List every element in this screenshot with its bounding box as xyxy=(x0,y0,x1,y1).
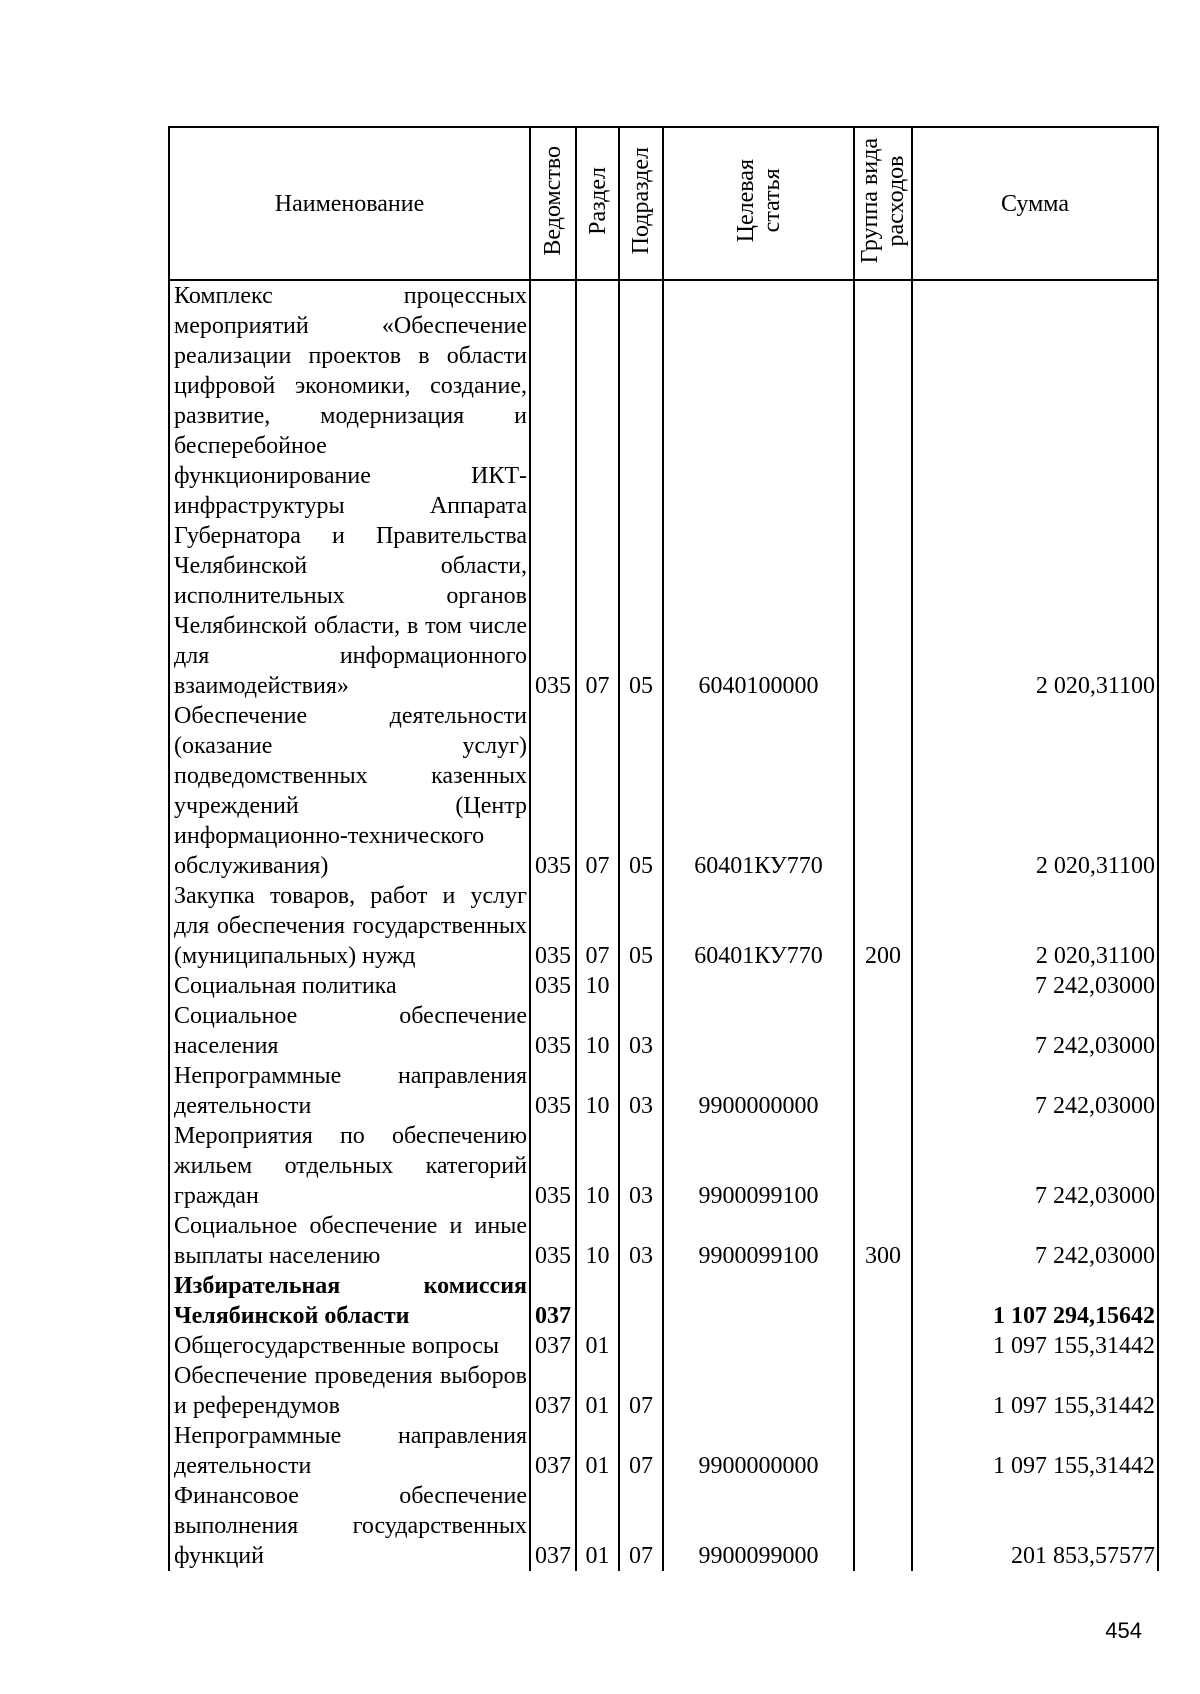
cell-summa: 2 020,31100 xyxy=(912,881,1158,971)
table-row xyxy=(169,1331,1158,1361)
cell-podrazdel: 03 xyxy=(619,1001,663,1061)
table-row xyxy=(169,1421,1158,1481)
table-header xyxy=(169,127,1158,280)
page-number: 454 xyxy=(1105,1618,1142,1643)
header-celevaya xyxy=(663,127,854,280)
cell-podrazdel: 05 xyxy=(619,280,663,701)
cell-gruppa: 300 xyxy=(854,1211,912,1271)
cell-celevaya: 9900099000 xyxy=(663,1481,854,1571)
cell-razdel xyxy=(576,1271,619,1331)
cell-name: Социальное обеспечение населения xyxy=(169,1001,530,1061)
table-row xyxy=(169,1061,1158,1121)
cell-name: Комплекс процессных мероприятий «Обеспечение реализации проектов в области цифровой экономики, создание, развитие, модернизация и бесперебойное функционирование ИКТ-инфраструктуры Аппарата Губернатора и Правительства Челябинской области, исполнительных органов Челябинской области, в том числе для информационного взаимодействия» xyxy=(169,280,530,701)
cell-celevaya: 9900000000 xyxy=(663,1421,854,1481)
header-podrazdel xyxy=(619,127,663,280)
cell-summa: 1 097 155,31442 xyxy=(912,1421,1158,1481)
header-gruppa-text: Группа вида расходов xyxy=(857,137,909,264)
cell-razdel: 01 xyxy=(576,1481,619,1571)
cell-celevaya xyxy=(663,1271,854,1331)
header-name-text: Наименование xyxy=(274,190,425,217)
cell-gruppa xyxy=(854,1001,912,1061)
cell-celevaya xyxy=(663,1001,854,1061)
cell-gruppa xyxy=(854,280,912,701)
cell-summa: 1 097 155,31442 xyxy=(912,1331,1158,1361)
cell-podrazdel: 03 xyxy=(619,1211,663,1271)
cell-razdel: 01 xyxy=(576,1361,619,1421)
table-row xyxy=(169,1481,1158,1571)
cell-gruppa xyxy=(854,1121,912,1211)
cell-vedomstvo: 035 xyxy=(530,701,576,881)
cell-celevaya xyxy=(663,971,854,1001)
cell-razdel: 10 xyxy=(576,1001,619,1061)
cell-podrazdel xyxy=(619,1331,663,1361)
cell-vedomstvo: 035 xyxy=(530,971,576,1001)
table-row xyxy=(169,280,1158,701)
cell-podrazdel: 03 xyxy=(619,1061,663,1121)
cell-podrazdel xyxy=(619,971,663,1001)
cell-summa: 1 107 294,15642 xyxy=(912,1271,1158,1331)
cell-summa: 7 242,03000 xyxy=(912,1121,1158,1211)
cell-summa: 7 242,03000 xyxy=(912,1061,1158,1121)
cell-gruppa: 200 xyxy=(854,881,912,971)
cell-razdel: 10 xyxy=(576,971,619,1001)
cell-vedomstvo: 035 xyxy=(530,1001,576,1061)
cell-vedomstvo: 035 xyxy=(530,881,576,971)
cell-vedomstvo: 035 xyxy=(530,280,576,701)
header-summa-text: Сумма xyxy=(1001,190,1069,217)
cell-summa: 7 242,03000 xyxy=(912,1211,1158,1271)
cell-vedomstvo: 037 xyxy=(530,1481,576,1571)
cell-razdel: 10 xyxy=(576,1211,619,1271)
cell-razdel: 01 xyxy=(576,1421,619,1481)
cell-podrazdel: 03 xyxy=(619,1121,663,1211)
cell-name: Мероприятия по обеспечению жильем отдельных категорий граждан xyxy=(169,1121,530,1211)
cell-summa: 201 853,57577 xyxy=(912,1481,1158,1571)
cell-razdel: 01 xyxy=(576,1331,619,1361)
cell-name: Непрограммные направления деятельности xyxy=(169,1061,530,1121)
cell-vedomstvo: 035 xyxy=(530,1121,576,1211)
cell-gruppa xyxy=(854,1421,912,1481)
cell-razdel: 07 xyxy=(576,701,619,881)
cell-gruppa xyxy=(854,1361,912,1421)
header-vedomstvo-text: Ведомство xyxy=(540,145,566,256)
cell-podrazdel xyxy=(619,1271,663,1331)
cell-name: Закупка товаров, работ и услуг для обеспечения государственных (муниципальных) нужд xyxy=(169,881,530,971)
table-row xyxy=(169,881,1158,971)
cell-celevaya: 6040100000 xyxy=(663,280,854,701)
table-row xyxy=(169,701,1158,881)
cell-name: Обеспечение деятельности (оказание услуг) подведомственных казенных учреждений (Центр информационно-технического обслуживания) xyxy=(169,701,530,881)
cell-celevaya: 9900099100 xyxy=(663,1121,854,1211)
cell-name: Общегосударственные вопросы xyxy=(169,1331,530,1361)
cell-name: Непрограммные направления деятельности xyxy=(169,1421,530,1481)
cell-celevaya: 60401КУ770 xyxy=(663,701,854,881)
header-podrazdel-text: Подраздел xyxy=(628,146,654,255)
header-celevaya-text: Целевая статья xyxy=(732,158,785,243)
header-vedomstvo xyxy=(530,127,576,280)
header-razdel-text: Раздел xyxy=(584,166,611,235)
cell-vedomstvo: 037 xyxy=(530,1271,576,1331)
cell-summa: 1 097 155,31442 xyxy=(912,1361,1158,1421)
table-row xyxy=(169,1211,1158,1271)
header-razdel xyxy=(576,127,619,280)
table-row xyxy=(169,1121,1158,1211)
table-row xyxy=(169,971,1158,1001)
cell-gruppa xyxy=(854,1271,912,1331)
cell-podrazdel: 07 xyxy=(619,1421,663,1481)
header-summa xyxy=(912,127,1158,280)
cell-summa: 2 020,31100 xyxy=(912,280,1158,701)
cell-gruppa xyxy=(854,1331,912,1361)
cell-vedomstvo: 035 xyxy=(530,1211,576,1271)
cell-celevaya xyxy=(663,1331,854,1361)
cell-razdel: 07 xyxy=(576,280,619,701)
cell-vedomstvo: 037 xyxy=(530,1361,576,1421)
cell-name: Социальная политика xyxy=(169,971,530,1001)
cell-celevaya: 9900000000 xyxy=(663,1061,854,1121)
cell-celevaya: 60401КУ770 xyxy=(663,881,854,971)
cell-vedomstvo: 035 xyxy=(530,1061,576,1121)
header-gruppa xyxy=(854,127,912,280)
cell-summa: 7 242,03000 xyxy=(912,971,1158,1001)
cell-name: Обеспечение проведения выборов и референдумов xyxy=(169,1361,530,1421)
cell-razdel: 10 xyxy=(576,1121,619,1211)
budget-table xyxy=(168,126,1159,1571)
cell-razdel: 10 xyxy=(576,1061,619,1121)
cell-podrazdel: 07 xyxy=(619,1481,663,1571)
cell-name: Финансовое обеспечение выполнения государственных функций xyxy=(169,1481,530,1571)
table-row xyxy=(169,1361,1158,1421)
cell-gruppa xyxy=(854,971,912,1001)
cell-podrazdel: 05 xyxy=(619,701,663,881)
table-row xyxy=(169,1001,1158,1061)
table-body xyxy=(169,280,1158,1571)
cell-summa: 7 242,03000 xyxy=(912,1001,1158,1061)
cell-name: Избирательная комиссия Челябинской области xyxy=(169,1271,530,1331)
cell-summa: 2 020,31100 xyxy=(912,701,1158,881)
cell-name: Социальное обеспечение и иные выплаты населению xyxy=(169,1211,530,1271)
cell-gruppa xyxy=(854,1481,912,1571)
header-name xyxy=(169,127,530,280)
table-row xyxy=(169,1271,1158,1331)
cell-gruppa xyxy=(854,701,912,881)
cell-vedomstvo: 037 xyxy=(530,1331,576,1361)
cell-podrazdel: 05 xyxy=(619,881,663,971)
cell-vedomstvo: 037 xyxy=(530,1421,576,1481)
cell-razdel: 07 xyxy=(576,881,619,971)
cell-celevaya: 9900099100 xyxy=(663,1211,854,1271)
cell-celevaya xyxy=(663,1361,854,1421)
cell-podrazdel: 07 xyxy=(619,1361,663,1421)
cell-gruppa xyxy=(854,1061,912,1121)
